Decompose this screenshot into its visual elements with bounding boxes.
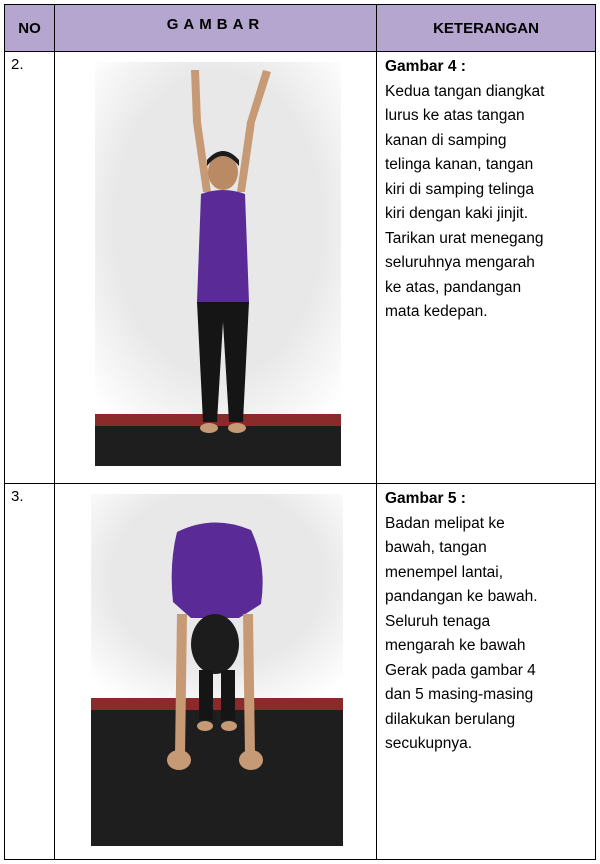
table-header (5, 5, 595, 52)
description-line: bawah, tangan (385, 539, 487, 556)
description-line: ke atas, pandangan (385, 278, 522, 296)
row-number: 2. (5, 52, 55, 483)
description-title: Gambar 5 : (385, 490, 466, 507)
row-number: 3. (5, 484, 55, 859)
image-cell (55, 484, 377, 859)
description-line: Tarikan urat menegang (385, 229, 544, 247)
description-line: dilakukan berulang (385, 710, 516, 728)
description-line: kiri di samping telinga (385, 180, 535, 198)
description-line: mata kedepan. (385, 303, 488, 320)
header-no: NO (5, 5, 55, 51)
header-gambar: GAMBAR (55, 5, 377, 51)
description-line: menempel lantai, (385, 563, 504, 581)
image-cell (55, 52, 377, 483)
description-line: telinga kanan, tangan (385, 156, 534, 173)
photo-arms-raised (95, 62, 341, 472)
description-line: Kedua tangan diangkat (385, 82, 545, 100)
description-line: dan 5 masing-masing (385, 686, 534, 703)
description-line: lurus ke atas tangan (385, 107, 525, 124)
table-row (5, 484, 595, 859)
description-line: Gerak pada gambar 4 (385, 661, 536, 679)
description-line: mengarah ke bawah (385, 637, 526, 654)
description-line: kiri dengan kaki jinjit. (385, 205, 529, 222)
description-line: seluruhnya mengarah (385, 254, 535, 271)
table-row (5, 52, 595, 484)
description-line: kanan di samping (385, 131, 507, 149)
exercise-table (4, 4, 596, 860)
description-line: secukupnya. (385, 735, 473, 752)
description-line: pandangan ke bawah. (385, 588, 538, 605)
description-line: Badan melipat ke (385, 514, 505, 532)
description-line: Seluruh tenaga (385, 612, 491, 630)
header-keterangan: KETERANGAN (433, 19, 539, 37)
description-cell (377, 52, 595, 483)
description-cell (377, 484, 595, 859)
photo-forward-bend (91, 494, 343, 852)
description-title: Gambar 4 : (385, 58, 466, 75)
